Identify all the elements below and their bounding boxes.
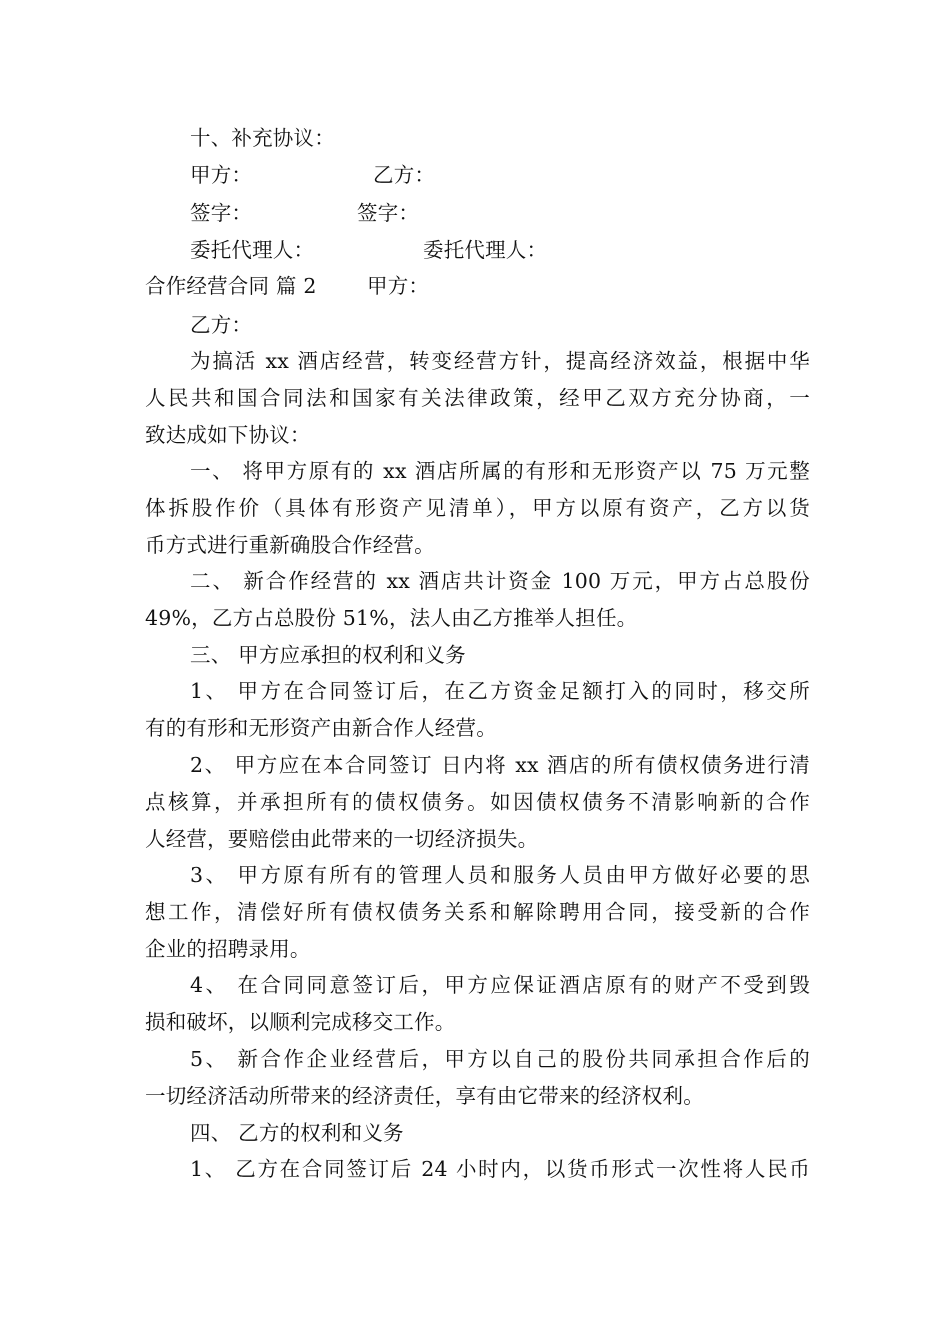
party-b-agent-label: 委托代理人： bbox=[423, 238, 548, 262]
item-three-line-2: 想工作，清偿好所有债权债务关系和解除聘用合同，接受新的合作 bbox=[145, 900, 810, 924]
party-b-sign-label: 签字： bbox=[357, 201, 420, 225]
clause-one-line-2: 体拆股作价（具体有形资产见清单），甲方以原有资产，乙方以货 bbox=[145, 496, 810, 520]
item-two-line-2: 点核算，并承担所有的债权债务。如因债权债务不清影响新的合作 bbox=[145, 790, 810, 814]
item-one-line-1: 1、 甲方在合同签订后，在乙方资金足额打入的同时，移交所 bbox=[190, 679, 810, 703]
party-a-label: 甲方： bbox=[190, 163, 253, 187]
item-two-line-3: 人经营，要赔偿由此带来的一切经济损失。 bbox=[145, 827, 539, 851]
section-four-item-one-line-1: 1、 乙方在合同签订后 24 小时内，以货币形式一次性将人民币 bbox=[190, 1157, 810, 1181]
clause-one-line-3: 币方式进行重新确股合作经营。 bbox=[145, 533, 435, 557]
section-four-heading: 四、 乙方的权利和义务 bbox=[190, 1121, 404, 1145]
contract-two-party-a-label: 甲方： bbox=[367, 274, 430, 298]
preamble-line-1: 为搞活 xx 酒店经营，转变经营方针，提高经济效益，根据中华 bbox=[190, 349, 810, 373]
item-five-line-2: 一切经济活动所带来的经济责任，享有由它带来的经济权利。 bbox=[145, 1084, 704, 1108]
item-four-line-1: 4、 在合同同意签订后，甲方应保证酒店原有的财产不受到毁 bbox=[190, 973, 810, 997]
contract-two-party-b-label: 乙方： bbox=[190, 313, 253, 337]
item-two-line-1: 2、 甲方应在本合同签订 日内将 xx 酒店的所有债权债务进行清 bbox=[190, 753, 810, 777]
party-b-label: 乙方： bbox=[373, 163, 436, 187]
section-three-heading: 三、 甲方应承担的权利和义务 bbox=[190, 643, 466, 667]
item-four-line-2: 损和破坏，以顺利完成移交工作。 bbox=[145, 1010, 456, 1034]
party-a-agent-label: 委托代理人： bbox=[190, 238, 315, 262]
item-one-line-2: 有的有形和无形资产由新合作人经营。 bbox=[145, 716, 497, 740]
clause-two-line-2: 49%，乙方占总股份 51%，法人由乙方推举人担任。 bbox=[145, 606, 638, 630]
clause-two-line-1: 二、 新合作经营的 xx 酒店共计资金 100 万元，甲方占总股份 bbox=[190, 569, 810, 593]
item-five-line-1: 5、 新合作企业经营后，甲方以自己的股份共同承担合作后的 bbox=[190, 1047, 810, 1071]
item-three-line-3: 企业的招聘录用。 bbox=[145, 937, 311, 961]
contract-two-title: 合作经营合同 篇 2 bbox=[145, 274, 317, 298]
preamble-line-3: 致达成如下协议： bbox=[145, 423, 311, 447]
clause-one-line-1: 一、 将甲方原有的 xx 酒店所属的有形和无形资产以 75 万元整 bbox=[190, 459, 810, 483]
party-a-sign-label: 签字： bbox=[190, 201, 253, 225]
preamble-line-2: 人民共和国合同法和国家有关法律政策，经甲乙双方充分协商，一 bbox=[145, 386, 810, 410]
section-ten-heading: 十、补充协议： bbox=[190, 126, 335, 150]
item-three-line-1: 3、 甲方原有所有的管理人员和服务人员由甲方做好必要的思 bbox=[190, 863, 810, 887]
